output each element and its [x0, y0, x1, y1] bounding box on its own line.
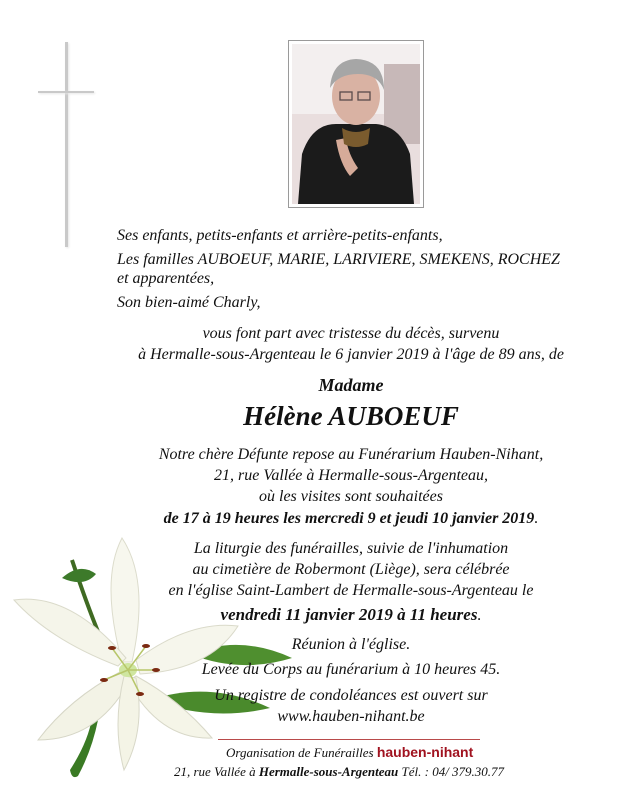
- announce-line-1: vous font part avec tristesse du décès, survenu: [202, 325, 500, 342]
- visit-line-1: Notre chère Défunte repose au Funérarium Hauben-Nihant,: [158, 446, 544, 463]
- website-link[interactable]: www.hauben-nihant.be: [277, 708, 425, 725]
- footer-divider: [218, 739, 480, 740]
- family-line-3: et apparentées,: [117, 270, 215, 287]
- family-line-1: Ses enfants, petits-enfants et arrière-petits-enfants,: [117, 227, 443, 244]
- meeting-line: Réunion à l'église.: [291, 636, 411, 653]
- visit-times-end: .: [534, 510, 539, 527]
- portrait-image: [292, 44, 420, 204]
- footer-address-start: 21, rue Vallée à: [174, 764, 256, 779]
- footer-address-town: Hermalle-sous-Argenteau: [258, 764, 399, 779]
- funeral-line-2: au cimetière de Robermont (Liège), sera célébrée: [192, 561, 510, 578]
- visit-times: [40, 509, 622, 528]
- visit-line-3: où les visites sont souhaitées: [259, 488, 443, 505]
- footer-organisation-line: [226, 744, 473, 761]
- levee-line: Levée du Corps au funérarium à 10 heures 45.: [201, 661, 501, 678]
- funeral-line-3: en l'église Saint-Lambert de Hermalle-sous-Argenteau le: [168, 582, 534, 599]
- family-line-2: Les familles AUBOEUF, MARIE, LARIVIERE, SMEKENS, ROCHEZ: [117, 251, 560, 268]
- cross-horizontal-bar: [38, 91, 94, 93]
- funeral-date-end: .: [477, 607, 482, 624]
- funeral-line-1: La liturgie des funérailles, suivie de l'inhumation: [193, 540, 509, 557]
- deceased-title: Madame: [318, 375, 384, 395]
- register-line: Un registre de condoléances est ouvert sur: [214, 687, 488, 704]
- lily-flower-image: [0, 530, 300, 780]
- announce-line-2: à Hermalle-sous-Argenteau le 6 janvier 2019 à l'âge de 89 ans, de: [138, 346, 564, 363]
- deceased-name: Hélène AUBOEUF: [243, 401, 459, 431]
- brand-logo: hauben-nihant: [376, 744, 474, 760]
- footer-phone: Tél. : 04/ 379.30.77: [401, 764, 505, 779]
- cross-vertical-bar: [65, 42, 68, 247]
- footer-organisation: Organisation de Funérailles: [226, 745, 374, 760]
- family-line-4: Son bien-aimé Charly,: [117, 294, 261, 311]
- portrait-photo: [288, 40, 424, 208]
- visit-times-text: de 17 à 19 heures les mercredi 9 et jeudi 10 janvier 2019: [163, 510, 535, 527]
- funeral-date-text: vendredi 11 janvier 2019 à 11 heures: [220, 605, 478, 624]
- footer-address-line: [174, 764, 504, 780]
- visit-line-2: 21, rue Vallée à Hermalle-sous-Argenteau,: [213, 467, 488, 484]
